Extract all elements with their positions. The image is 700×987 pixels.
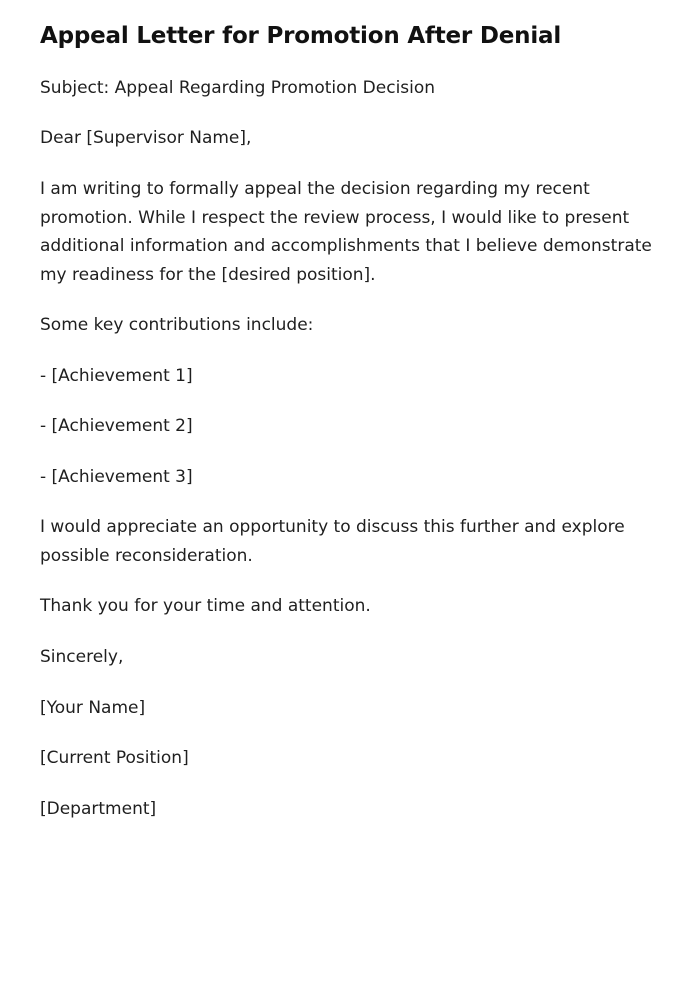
paragraph-thanks: Thank you for your time and attention. xyxy=(40,596,371,617)
list-item-achievement-2: - [Achievement 2] xyxy=(40,416,193,437)
list-item-achievement-1: - [Achievement 1] xyxy=(40,365,193,386)
paragraph-contributions-lead: Some key contributions include: xyxy=(40,315,314,336)
paragraph-request-discussion: I would appreciate an opportunity to discuss this further and explore possible reconsideration. xyxy=(40,517,625,566)
signature-position: [Current Position] xyxy=(40,748,189,769)
paragraph-body-intro: I am writing to formally appeal the decision regarding my recent promotion. While I respect the review process, I would like to present additional information and accomplishments that I believe demonstrate my readiness for the [desired position]. xyxy=(40,178,652,285)
page-title: Appeal Letter for Promotion After Denial xyxy=(40,23,562,49)
signature-department: [Department] xyxy=(40,798,157,819)
signature-name: [Your Name] xyxy=(40,697,146,718)
paragraph-closing: Sincerely, xyxy=(40,647,124,667)
list-item-achievement-3: - [Achievement 3] xyxy=(40,466,193,487)
paragraph-subject: Subject: Appeal Regarding Promotion Decision xyxy=(40,77,436,98)
paragraph-salutation: Dear [Supervisor Name], xyxy=(40,128,252,149)
